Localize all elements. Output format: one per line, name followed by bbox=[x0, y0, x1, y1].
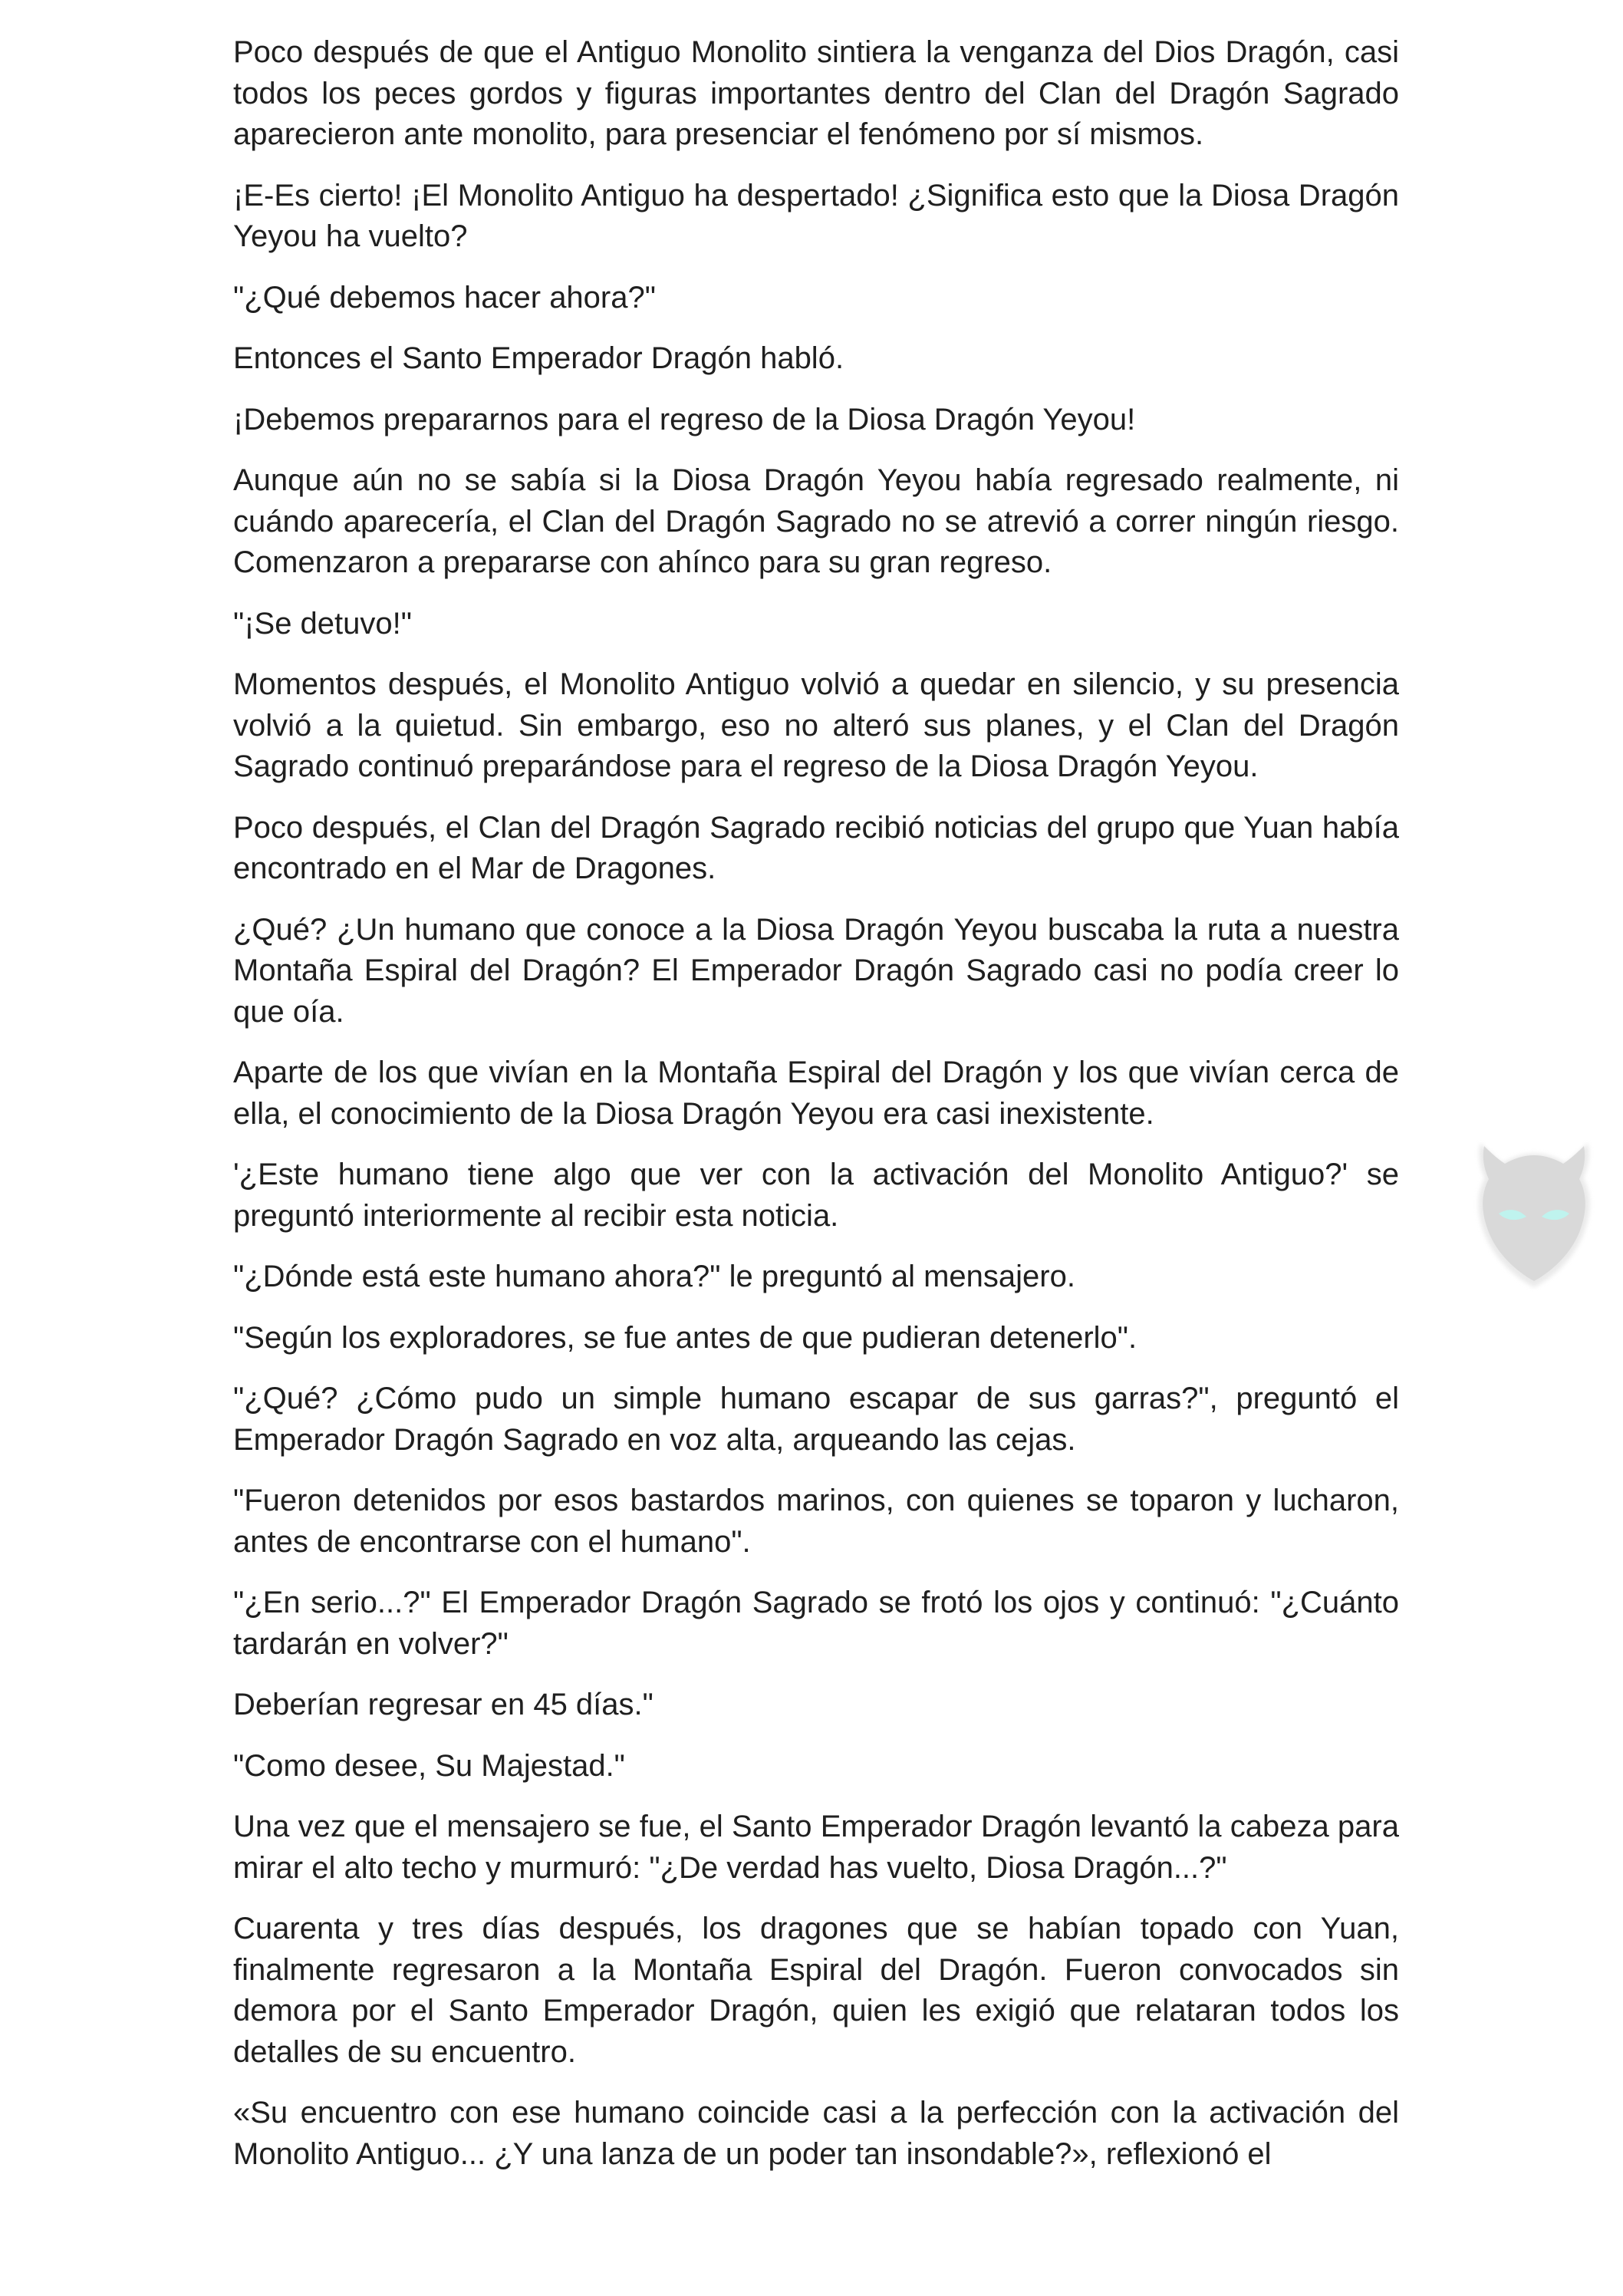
paragraph: "¡Se detuvo!" bbox=[233, 606, 412, 641]
paragraph: "Según los exploradores, se fue antes de que pudieran detenerlo". bbox=[233, 1320, 1137, 1355]
document-body bbox=[233, 32, 1399, 2175]
paragraph: Aparte de los que vivían en la Montaña Espiral del Dragón y los que vivían cerca de ella, el conocimiento de la Diosa Dragón Yeyou era casi inexistente. bbox=[233, 1056, 1399, 1131]
paragraph: "Fueron detenidos por esos bastardos marinos, con quienes se toparon y lucharon, antes de encontrarse con el humano". bbox=[233, 1484, 1399, 1559]
paragraph: Momentos después, el Monolito Antiguo volvió a quedar en silencio, y su presencia volvió a la quietud. Sin embargo, eso no alteró sus planes, y el Clan del Dragón Sagrado continuó preparándose para el regreso de la Diosa Dragón Yeyou. bbox=[233, 667, 1399, 783]
paragraph: "¿En serio...?" El Emperador Dragón Sagrado se frotó los ojos y continuó: "¿Cuánto tardarán en volver?" bbox=[233, 1586, 1399, 1661]
paragraph: ¡E-Es cierto! ¡El Monolito Antiguo ha despertado! ¿Significa esto que la Diosa Dragón Yeyou ha vuelto? bbox=[233, 178, 1399, 253]
watermark-logo bbox=[1462, 1128, 1606, 1296]
paragraph: "Como desee, Su Majestad." bbox=[233, 1748, 625, 1783]
paragraph: Una vez que el mensajero se fue, el Santo Emperador Dragón levantó la cabeza para mirar el alto techo y murmuró: "¿De verdad has vuelto, Diosa Dragón...?" bbox=[233, 1810, 1399, 1885]
paragraph: '¿Este humano tiene algo que ver con la activación del Monolito Antiguo?' se preguntó interiormente al recibir esta noticia. bbox=[233, 1158, 1399, 1233]
paragraph: Poco después, el Clan del Dragón Sagrado recibió noticias del grupo que Yuan había encontrado en el Mar de Dragones. bbox=[233, 810, 1399, 885]
paragraph: «Su encuentro con ese humano coincide casi a la perfección con la activación del Monolito Antiguo... ¿Y una lanza de un poder tan insondable?», reflexionó el bbox=[233, 2096, 1399, 2171]
paragraph: "¿Qué? ¿Cómo pudo un simple humano escapar de sus garras?", preguntó el Emperador Dragón Sagrado en voz alta, arqueando las cejas. bbox=[233, 1382, 1399, 1457]
paragraph: Cuarenta y tres días después, los dragones que se habían topado con Yuan, finalmente regresaron a la Montaña Espiral del Dragón. Fueron convocados sin demora por el Santo Emperador Dragón, quien les exigió que relataran todos los detalles de su encuentro. bbox=[233, 1912, 1399, 2069]
paragraph: ¿Qué? ¿Un humano que conoce a la Diosa Dragón Yeyou buscaba la ruta a nuestra Montaña Espiral del Dragón? El Emperador Dragón Sagrado casi no podía creer lo que oía. bbox=[233, 912, 1399, 1029]
demon-head-icon bbox=[1462, 1128, 1606, 1296]
paragraph: "¿Dónde está este humano ahora?" le preguntó al mensajero. bbox=[233, 1260, 1075, 1293]
paragraph: Deberían regresar en 45 días." bbox=[233, 1688, 653, 1721]
paragraph: Poco después de que el Antiguo Monolito sintiera la venganza del Dios Dragón, casi todos los peces gordos y figuras importantes dentro del Clan del Dragón Sagrado aparecieron ante monolito, para presenciar el fenómeno por sí mismos. bbox=[233, 35, 1399, 151]
paragraph: ¡Debemos prepararnos para el regreso de la Diosa Dragón Yeyou! bbox=[233, 402, 1136, 436]
paragraph: Aunque aún no se sabía si la Diosa Dragón Yeyou había regresado realmente, ni cuándo aparecería, el Clan del Dragón Sagrado no se atrevió a correr ningún riesgo. Comenzaron a prepararse con ahínco para su gran regreso. bbox=[233, 463, 1399, 579]
paragraph: Entonces el Santo Emperador Dragón habló. bbox=[233, 341, 844, 375]
paragraph: "¿Qué debemos hacer ahora?" bbox=[233, 280, 656, 315]
